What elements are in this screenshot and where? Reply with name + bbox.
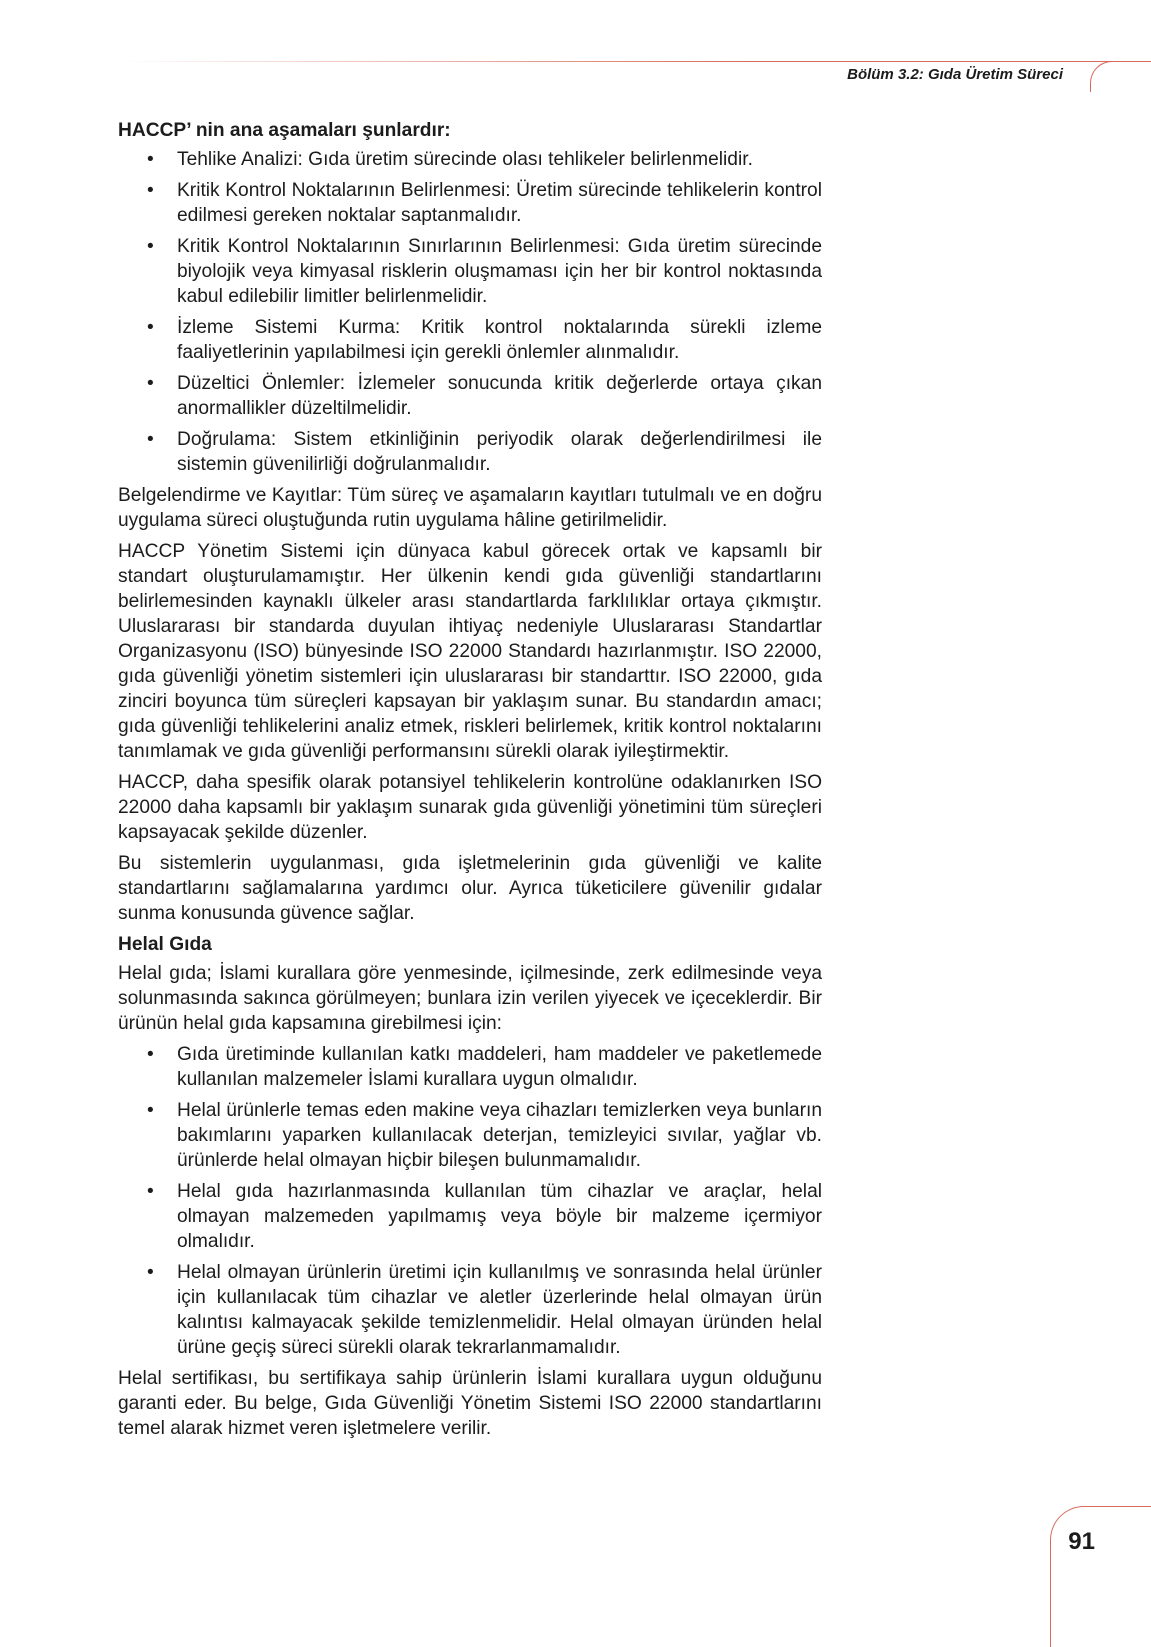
list-item-text: Helal ürünlerle temas eden makine veya cihazları temizlerken veya bunların bakımlarını yaparken kullanılacak deterjan, temizleyici sıvılar, yağlar vb. ürünlerde helal olmayan hiçbir bileşen bulunmamalıdır.	[177, 1100, 822, 1171]
list-item-text: Tehlike Analizi: Gıda üretim sürecinde olası tehlikeler belirlenmelidir.	[177, 149, 753, 170]
list-item	[118, 178, 822, 228]
list-item-text: Doğrulama: Sistem etkinliğinin periyodik olarak değerlendirilmesi ile sistemin güvenilirliği doğrulanmalıdır.	[177, 429, 822, 475]
page-number: 91	[1068, 1528, 1095, 1555]
bullet-marker: •	[147, 1181, 154, 1202]
list-item	[118, 234, 822, 309]
bullet-marker: •	[147, 373, 154, 394]
list-item	[118, 427, 822, 477]
list-item	[118, 315, 822, 365]
list-item-text: Kritik Kontrol Noktalarının Sınırlarının Belirlenmesi: Gıda üretim sürecinde biyolojik veya kimyasal risklerin oluşmaması için her bir kontrol noktasında kabul edilebilir limitler belirlenmelidir.	[177, 236, 822, 307]
paragraph-records: Belgelendirme ve Kayıtlar: Tüm süreç ve aşamaların kayıtları tutulmalı ve en doğru uygulama süreci oluştuğunda rutin uygulama hâline getirilmelidir.	[118, 485, 822, 531]
chapter-title: Bölüm 3.2: Gıda Üretim Süreci	[847, 66, 1063, 83]
bullet-marker: •	[147, 149, 154, 170]
list-item-text: İzleme Sistemi Kurma: Kritik kontrol noktalarında sürekli izleme faaliyetlerinin yapılabilmesi için gerekli önlemler alınmalıdır.	[177, 317, 822, 363]
list-item	[118, 1098, 822, 1173]
bullet-marker: •	[147, 317, 154, 338]
list-item-text: Helal olmayan ürünlerin üretimi için kullanılmış ve sonrasında helal ürünler için kullanılacak tüm cihazlar ve aletler üzerlerinde helal olmayan ürün kalıntısı kalmayacak şekilde temizlenmelidir. Helal olmayan üründen helal ürüne geçiş süreci sürekli olarak tekrarlanmamalıdır.	[177, 1262, 822, 1358]
list-item	[118, 371, 822, 421]
haccp-steps-list	[118, 147, 822, 477]
bullet-marker: •	[147, 180, 154, 201]
paragraph-benefits: Bu sistemlerin uygulanması, gıda işletmelerinin gıda güvenliği ve kalite standartlarını sağlamalarına yardımcı olur. Ayrıca tüketicilere güvenilir gıdalar sunma konusunda güvence sağlar.	[118, 853, 822, 924]
paragraph-helal-intro: Helal gıda; İslami kurallara göre yenmesinde, içilmesinde, zerk edilmesinde veya solunmasında sakınca görülmeyen; bunlara izin verilen yiyecek ve içeceklerdir. Bir ürünün helal gıda kapsamına girebilmesi için:	[118, 963, 822, 1034]
list-item	[118, 1179, 822, 1254]
helal-heading: Helal Gıda	[118, 934, 212, 955]
paragraph-haccp-vs-iso: HACCP, daha spesifik olarak potansiyel tehlikelerin kontrolüne odaklanırken ISO 22000 daha kapsamlı bir yaklaşım sunarak gıda güvenliği yönetimini tüm süreçleri kapsayacak şekilde düzenler.	[118, 772, 822, 843]
paragraph-iso-standard: HACCP Yönetim Sistemi için dünyaca kabul görecek ortak ve kapsamlı bir standart oluşturulamamıştır. Her ülkenin kendi gıda güvenliği standartlarını belirlemesinden kaynaklı ülkeler arası standartlarda farklılıklar ortaya çıkmıştır. Uluslararası bir standarda duyulan ihtiyaç nedeniyle Uluslararası Standartlar Organizasyonu (ISO) bünyesinde ISO 22000 Standardı hazırlanmıştır. ISO 22000, gıda güvenliği yönetim sistemleri için uluslararası bir standarttır. ISO 22000, gıda zinciri boyunca tüm süreçleri kapsayan bir yaklaşım sunar. Bu standardın amacı; gıda güvenliği tehlikelerini analiz etmek, riskleri belirlemek, kritik kontrol noktalarını tanımlamak ve gıda güvenliği performansını sürekli olarak iyileştirmektir.	[118, 541, 822, 762]
helal-requirements-list	[118, 1042, 822, 1360]
list-item-text: Kritik Kontrol Noktalarının Belirlenmesi: Üretim sürecinde tehlikelerin kontrol edilmesi gereken noktalar saptanmalıdır.	[177, 180, 822, 226]
bullet-marker: •	[147, 1100, 154, 1121]
bullet-marker: •	[147, 429, 154, 450]
bullet-marker: •	[147, 236, 154, 257]
list-item	[118, 1042, 822, 1092]
list-item-text: Helal gıda hazırlanmasında kullanılan tüm cihazlar ve araçlar, helal olmayan malzemeden yapılmamış veya böyle bir malzeme içermiyor olmalıdır.	[177, 1181, 822, 1252]
haccp-heading: HACCP’ nin ana aşamaları şunlardır:	[118, 120, 451, 141]
page-content	[118, 118, 822, 1447]
list-item-text: Gıda üretiminde kullanılan katkı maddeleri, ham maddeler ve paketlemede kullanılan malzemeler İslami kurallara uygun olmalıdır.	[177, 1044, 822, 1090]
list-item-text: Düzeltici Önlemler: İzlemeler sonucunda kritik değerlerde ortaya çıkan anormallikler düzeltilmelidir.	[177, 373, 822, 419]
page-number-frame	[1050, 1506, 1151, 1647]
paragraph-helal-certificate: Helal sertifikası, bu sertifikaya sahip ürünlerin İslami kurallara uygun olduğunu garanti eder. Bu belge, Gıda Güvenliği Yönetim Sistemi ISO 22000 standartlarını temel alarak hizmet veren işletmelere verilir.	[118, 1368, 822, 1439]
list-item	[118, 1260, 822, 1360]
bullet-marker: •	[147, 1262, 154, 1283]
bullet-marker: •	[147, 1044, 154, 1065]
list-item	[118, 147, 822, 172]
header-rule	[120, 61, 1151, 62]
header-rule-corner	[1090, 61, 1151, 92]
